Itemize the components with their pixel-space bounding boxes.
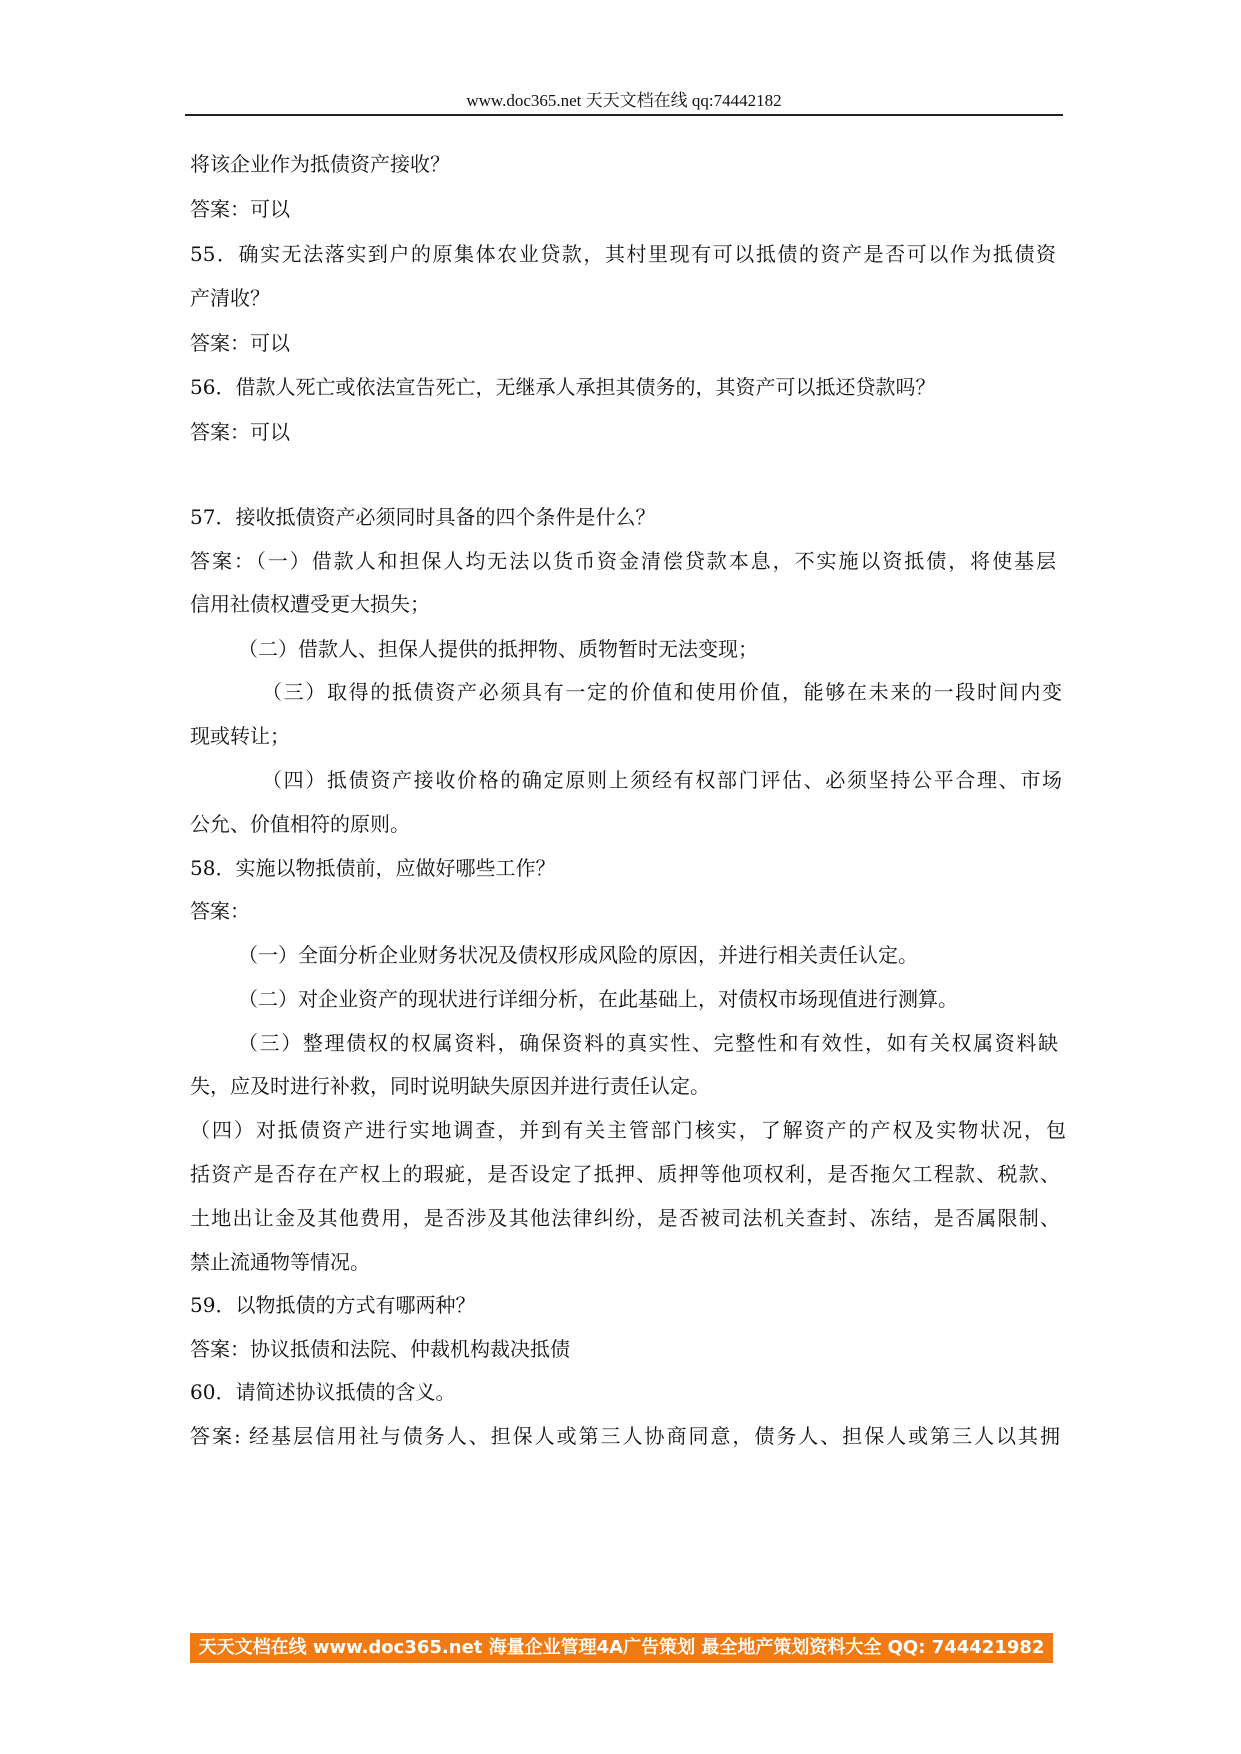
text-line: 土地出让金及其他费用，是否涉及其他法律纠纷，是否被司法机关查封、冻结，是否属限制、 [190,1206,1060,1230]
footer-banner[interactable]: 天天文档在线 www.doc365.net 海量企业管理4A广告策划 最全地产策划资料大全 QQ: 744421982 [190,1633,1053,1663]
text-line: 答案: 经基层信用社与债务人、担保人或第三人协商同意，债务人、担保人或第三人以其拥 [190,1424,1060,1448]
text-line: 产清收？ [190,286,270,310]
text-line: 答案：（一）借款人和担保人均无法以货币资金清偿贷款本息，不实施以资抵债，将使基层 [190,549,1056,573]
text-line: 失，应及时进行补救，同时说明缺失原因并进行责任认定。 [190,1074,710,1098]
text-line: 括资产是否存在产权上的瑕疵，是否设定了抵押、质押等他项权利，是否拖欠工程款、税款、 [190,1162,1060,1186]
text-line: （一）全面分析企业财务状况及债权形成风险的原因，并进行相关责任认定。 [238,943,918,967]
page-header: www.doc365.net 天天文档在线 qq:74442182 [185,88,1063,116]
text-line: 59．以物抵债的方式有哪两种？ [190,1293,476,1317]
text-line: 将该企业作为抵债资产接收？ [190,152,450,176]
text-line: 答案：可以 [190,420,290,444]
text-line: 公允、价值相符的原则。 [190,812,410,836]
text-line: 56．借款人死亡或依法宣告死亡，无继承人承担其债务的，其资产可以抵还贷款吗？ [190,375,936,399]
text-line: 58．实施以物抵债前，应做好哪些工作？ [190,856,556,880]
text-line: 现或转让； [190,724,290,748]
text-line: 57．接收抵债资产必须同时具备的四个条件是什么？ [190,505,656,529]
text-line: 答案：可以 [190,331,290,355]
text-line: 禁止流通物等情况。 [190,1250,370,1274]
text-line: 60．请简述协议抵债的含义。 [190,1380,456,1404]
text-line: （二）对企业资产的现状进行详细分析，在此基础上，对债权市场现值进行测算。 [238,987,958,1011]
text-line: （四）对抵债资产进行实地调查，并到有关主管部门核实，了解资产的产权及实物状况，包 [190,1118,1066,1142]
text-line: （四）抵债资产接收价格的确定原则上须经有权部门评估、必须坚持公平合理、市场 [262,768,1062,792]
text-line: 答案： [190,899,250,923]
text-line: 答案：协议抵债和法院、仲裁机构裁决抵债 [190,1337,570,1361]
text-line: 答案：可以 [190,197,290,221]
text-line: 55．确实无法落实到户的原集体农业贷款，其村里现有可以抵债的资产是否可以作为抵债资 [190,242,1056,266]
text-line: （二）借款人、担保人提供的抵押物、质物暂时无法变现； [238,637,758,661]
text-line: （三）取得的抵债资产必须具有一定的价值和使用价值，能够在未来的一段时间内变 [262,680,1062,704]
text-line: （三）整理债权的权属资料，确保资料的真实性、完整性和有效性，如有关权属资料缺 [238,1031,1058,1055]
text-line: 信用社债权遭受更大损失； [190,592,430,616]
